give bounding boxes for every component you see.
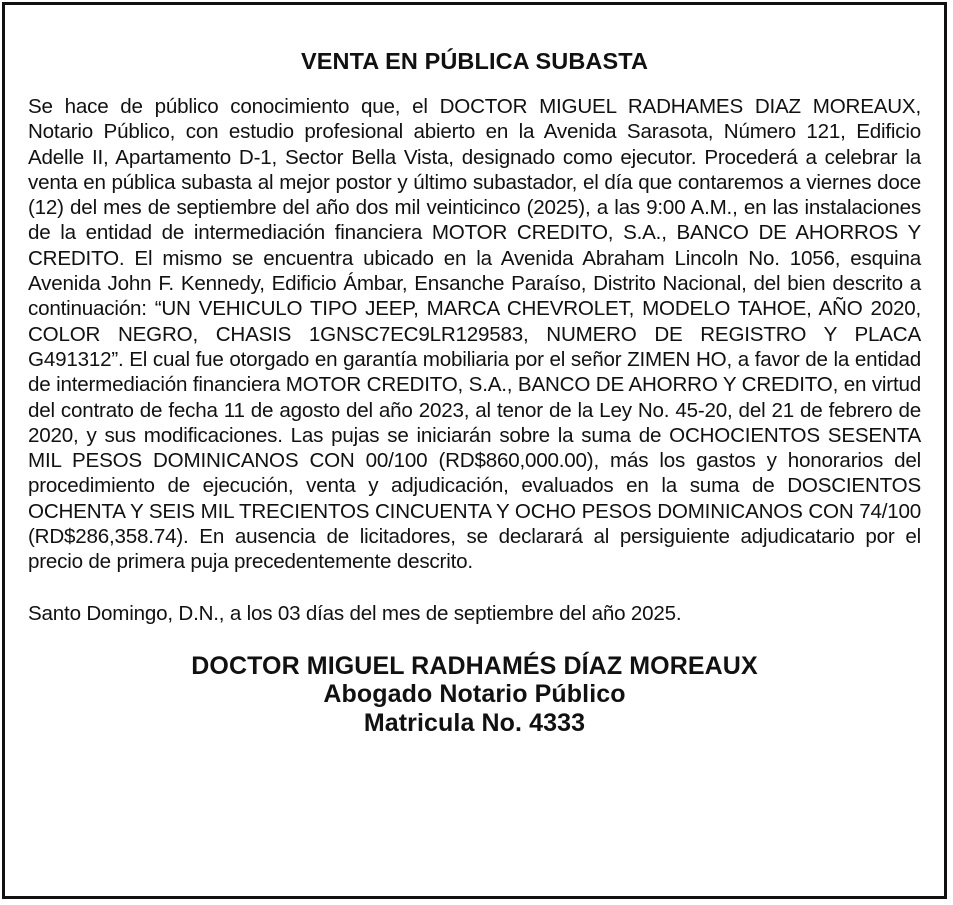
- notice-title: VENTA EN PÚBLICA SUBASTA: [300, 48, 649, 74]
- notice-body: Se hace de público conocimiento que, el DOCTOR MIGUEL RADHAMES DIAZ MOREAUX, Notario Público, con estudio profesional abierto en la Avenida Sarasota, Número 121, Edificio Adelle II, Apartamento D-1, Sector Bella Vista, designado como ejecutor. Procederá a celebrar la venta en pública subasta al mejor postor y último subastador, el día que contaremos a viernes doce (12) del mes de septiembre del año dos mil veinticinco (2025), a las 9:00 A.M., en las instalaciones de la entidad de intermediación financiera MOTOR CREDITO, S.A., BANCO DE AHORROS Y CREDITO. El mismo se encuentra ubicado en la Avenida Abraham Lincoln No. 1056, esquina Avenida John F. Kennedy, Edificio Ámbar, Ensanche Paraíso, Distrito Nacional, del bien descrito a continuación: “UN VEHICULO TIPO JEEP, MARCA CHEVROLET, MODELO TAHOE, AÑO 2020, COLOR NEGRO, CHASIS 1GNSC7EC9LR129583, NUMERO DE REGISTRO Y PLACA G491312”. El cual fue otorgado en garantía mobiliaria por el señor ZIMEN HO, a favor de la entidad de intermediación financiera MOTOR CREDITO, S.A., BANCO DE AHORRO Y CREDITO, en virtud del contrato de fecha 11 de agosto del año 2023, al tenor de la Ley No. 45-20, del 21 de febrero de 2020, y sus modificaciones. Las pujas se iniciarán sobre la suma de OCHOCIENTOS SESENTA MIL PESOS DOMINICANOS CON 00/100 (RD$860,000.00), más los gastos y honorarios del procedimiento de ejecución, venta y adjudicación, evaluados en la suma de DOSCIENTOS OCHENTA Y SEIS MIL TRECIENTOS CINCUENTA Y OCHO PESOS DOMINICANOS CON 74/100 (RD$286,358.74). En ausencia de licitadores, se declarará al persiguiente adjudicatario por el precio de primera puja precedentemente descrito.: [28, 95, 921, 574]
- signatory-name: DOCTOR MIGUEL RADHAMÉS DÍAZ MOREAUX: [191, 651, 758, 680]
- signatory-role: Abogado Notario Público: [323, 680, 626, 709]
- auction-notice: [28, 46, 921, 737]
- place-and-date: Santo Domingo, D.N., a los 03 días del mes de septiembre del año 2025.: [28, 601, 682, 625]
- signature-block: [28, 652, 921, 738]
- signatory-registration: Matricula No. 4333: [363, 708, 586, 737]
